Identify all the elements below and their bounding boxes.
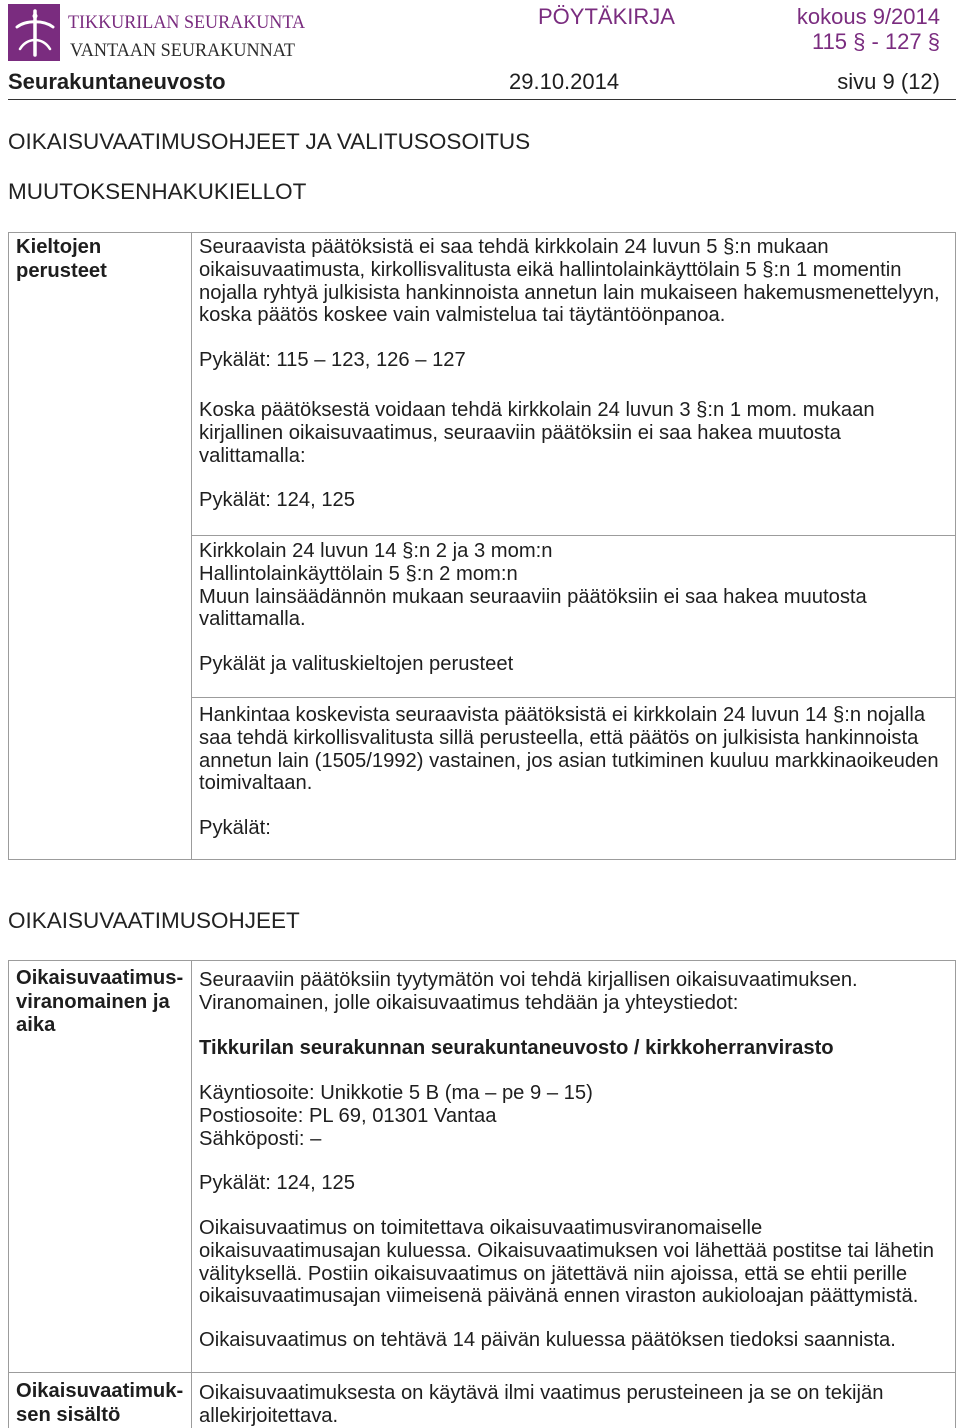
label-line: Kieltojen — [16, 236, 102, 258]
text-line: Hallintolainkäyttölain 5 §:n 2 mom:n — [199, 562, 518, 585]
text-line: Pykälät: 115 – 123, 126 – 127 — [199, 349, 466, 371]
text-line: Oikaisuvaatimus on tehtävä 14 päivän kuluessa päätöksen tiedoksi saannista. — [199, 1329, 896, 1351]
label-line: Oikaisuvaatimus- — [16, 967, 184, 989]
header-divider — [8, 99, 956, 100]
paragraph — [199, 1382, 883, 1428]
text-line: Pykälät: — [199, 817, 271, 839]
paragraph — [199, 704, 939, 795]
text-line: Viranomainen, jolle oikaisuvaatimus tehdään ja yhteystiedot: — [199, 991, 739, 1014]
text-line: Seuraaviin päätöksiin tyytymätön voi tehdä kirjallisen oikaisuvaatimuksen. — [199, 969, 858, 991]
row-label — [16, 967, 183, 1038]
text-line: annetun lain (1505/1992) vastainen, jos asian tutkiminen kuuluu markkinaoikeuden — [199, 749, 939, 772]
text-line: saa tehdä kirkollisvalitusta sillä perusteella, että päätös on julkisista hankinnoista — [199, 726, 919, 749]
label-cell — [9, 233, 192, 859]
authority-name — [199, 1037, 834, 1060]
section-list — [199, 817, 271, 840]
content-cell — [192, 697, 955, 859]
page-number: sivu 9 (12) — [837, 69, 940, 94]
text-line: Muun lainsäädännön mukaan seuraaviin päätöksiin ei saa hakea muutosta — [199, 585, 867, 608]
contact-details — [199, 1082, 593, 1150]
label-line: viranomainen ja — [16, 990, 170, 1013]
label-line: perusteet — [16, 259, 107, 282]
paragraph — [199, 236, 940, 327]
label-cell — [9, 1372, 192, 1428]
email-address: Sähköposti: – — [199, 1127, 322, 1150]
section-range: 115 § - 127 § — [811, 29, 940, 54]
text-line: oikaisuvaatimusajan viimeisenä päivänä ennen viraston aukioloajan päättymistä. — [199, 1285, 919, 1308]
cross-emblem-icon — [8, 4, 60, 61]
paragraph — [199, 1217, 934, 1308]
section-heading-appeal-bans: MUUTOKSENHAKUKIELLOT — [8, 179, 307, 204]
visiting-address: Käyntiosoite: Unikkotie 5 B (ma – pe 9 – 15) — [199, 1082, 593, 1104]
section-list — [199, 489, 355, 512]
text-line: valittamalla. — [199, 608, 306, 631]
text-line: Seuraavista päätöksistä ei saa tehdä kirkkolain 24 luvun 5 §:n mukaan — [199, 236, 829, 258]
content-cell — [192, 535, 955, 697]
text-line: Pykälät ja valituskieltojen perusteet — [199, 653, 514, 675]
text-line: nojalla ryhtyä julkisista hankinnoista annetun lain mukaiseen hakemusmenettelyyn, — [199, 281, 940, 304]
text-line: Pykälät: 124, 125 — [199, 489, 355, 511]
logo-text-line1: TIKKURILAN SEURAKUNTA — [68, 12, 306, 33]
text-line: valittamalla: — [199, 444, 306, 467]
text-line: Pykälät: 124, 125 — [199, 1172, 355, 1194]
paragraph — [199, 1329, 896, 1352]
paragraph — [199, 399, 875, 467]
text-line: oikaisuvaatimusajan kuluessa. Oikaisuvaatimuksen voi lähettää postitse tai lähetin — [199, 1239, 935, 1262]
text-line: koska päätös koskee vain valmistelua tai täytäntöönpanoa. — [199, 304, 726, 327]
section-list — [199, 653, 513, 676]
section-list — [199, 1172, 355, 1195]
section-heading-rectification: OIKAISUVAATIMUSOHJEET — [8, 908, 300, 933]
meeting-number: kokous 9/2014 — [796, 4, 940, 29]
text-line: Oikaisuvaatimus on toimitettava oikaisuvaatimusviranomaiselle — [199, 1217, 763, 1239]
page-title: OIKAISUVAATIMUSOHJEET JA VALITUSOSOITUS — [8, 129, 531, 154]
postal-address: Postiosoite: PL 69, 01301 Vantaa — [199, 1104, 497, 1127]
label-line: aika — [16, 1014, 56, 1036]
text-line: Tikkurilan seurakunnan seurakuntaneuvosto / kirkkoherranvirasto — [199, 1037, 834, 1059]
text-line: välityksellä. Postiin oikaisuvaatimus on jätettävä niin ajoissa, että se ehtii perille — [199, 1262, 908, 1285]
meeting-date: 29.10.2014 — [509, 69, 620, 94]
logo — [8, 4, 308, 62]
organ-name: Seurakuntaneuvosto — [8, 69, 226, 94]
text-line: allekirjoitettava. — [199, 1404, 339, 1427]
text-line: kirjallinen oikaisuvaatimus, seuraaviin päätöksiin ei saa hakea muutosta — [199, 421, 841, 444]
document-type: PÖYTÄKIRJA — [538, 4, 675, 29]
text-line: Kirkkolain 24 luvun 14 §:n 2 ja 3 mom:n — [199, 540, 553, 562]
label-line: sen sisältö — [16, 1403, 121, 1426]
text-line: oikaisuvaatimusta, kirkollisvalitusta eikä hallintolainkäyttölain 5 §:n 1 momentin — [199, 258, 902, 281]
appeal-bans-table — [8, 232, 956, 860]
text-line: Hankintaa koskevista seuraavista päätöksistä ei kirkkolain 24 luvun 14 §:n nojalla — [199, 704, 926, 726]
label-cell — [9, 961, 192, 1372]
section-list — [199, 349, 466, 372]
label-line: Oikaisuvaatimuk- — [16, 1380, 184, 1402]
text-line: Koska päätöksestä voidaan tehdä kirkkolain 24 luvun 3 §:n 1 mom. mukaan — [199, 399, 875, 421]
row-label — [16, 236, 107, 283]
text-line: Oikaisuvaatimuksesta on käytävä ilmi vaatimus perusteineen ja se on tekijän — [199, 1382, 884, 1404]
content-cell — [192, 961, 955, 1372]
paragraph — [199, 540, 867, 631]
content-cell — [192, 233, 955, 535]
text-line: toimivaltaan. — [199, 772, 313, 795]
rectification-table — [8, 960, 956, 1428]
row-label — [16, 1380, 183, 1427]
content-cell — [192, 1372, 955, 1428]
logo-text-line2: VANTAAN SEURAKUNNAT — [70, 40, 296, 61]
paragraph — [199, 969, 858, 1015]
